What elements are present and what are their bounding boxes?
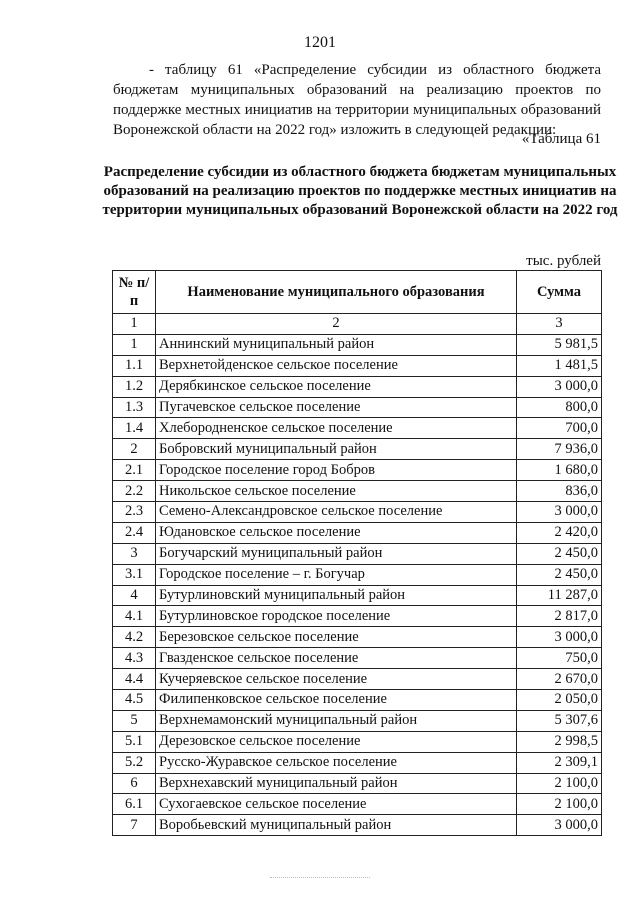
row-name: Аннинский муниципальный район — [156, 334, 517, 355]
table-row — [113, 418, 602, 439]
table-row — [113, 376, 602, 397]
table-row — [113, 564, 602, 585]
subsidy-table — [112, 270, 602, 836]
table-row — [113, 669, 602, 690]
row-sum: 11 287,0 — [517, 585, 602, 606]
row-number: 2.4 — [113, 522, 156, 543]
table-reference: «Таблица 61 — [521, 131, 601, 147]
intro-paragraph — [113, 60, 601, 140]
table-row — [113, 481, 602, 502]
row-name: Воробьевский муниципальный район — [156, 815, 517, 836]
row-sum: 2 100,0 — [517, 794, 602, 815]
units-label: тыс. рублей — [526, 253, 601, 269]
row-number: 2.2 — [113, 481, 156, 502]
row-name: Бобровский муниципальный район — [156, 439, 517, 460]
intro-text: - таблицу 61 «Распределение субсидии из областного бюджета бюджетам муниципальных образований на реализацию проектов по поддержке местных инициатив на территории муниципальных образований Воронежской области на 2022 год» изложить в следующей редакции: — [113, 62, 601, 138]
row-number: 6 — [113, 773, 156, 794]
column-index-1: 1 — [113, 314, 156, 335]
row-sum: 1 481,5 — [517, 355, 602, 376]
row-name: Гвазденское сельское поселение — [156, 648, 517, 669]
page-number: 1201 — [304, 34, 336, 51]
row-name: Дерезовское сельское поселение — [156, 731, 517, 752]
row-sum: 2 420,0 — [517, 522, 602, 543]
header-sum: Сумма — [517, 271, 602, 314]
row-number: 4.1 — [113, 606, 156, 627]
header-name: Наименование муниципального образования — [156, 271, 517, 314]
table-row — [113, 334, 602, 355]
row-name: Русско-Журавское сельское поселение — [156, 752, 517, 773]
column-index-2: 2 — [156, 314, 517, 335]
table-row — [113, 815, 602, 836]
row-number: 1.2 — [113, 376, 156, 397]
table-row — [113, 522, 602, 543]
table-header-row — [113, 271, 602, 314]
column-index-row — [113, 314, 602, 335]
row-sum: 2 670,0 — [517, 669, 602, 690]
row-number: 3 — [113, 543, 156, 564]
row-name: Городское поселение – г. Богучар — [156, 564, 517, 585]
table-row — [113, 731, 602, 752]
row-name: Семено-Александровское сельское поселение — [156, 502, 517, 523]
row-number: 4.2 — [113, 627, 156, 648]
row-name: Сухогаевское сельское поселение — [156, 794, 517, 815]
row-number: 5.2 — [113, 752, 156, 773]
row-name: Березовское сельское поселение — [156, 627, 517, 648]
row-sum: 2 309,1 — [517, 752, 602, 773]
table-row — [113, 773, 602, 794]
row-name: Бутурлиновский муниципальный район — [156, 585, 517, 606]
row-name: Филипенковское сельское поселение — [156, 690, 517, 711]
row-sum: 2 100,0 — [517, 773, 602, 794]
row-name: Хлебородненское сельское поселение — [156, 418, 517, 439]
row-number: 4.3 — [113, 648, 156, 669]
row-name: Кучеряевское сельское поселение — [156, 669, 517, 690]
row-number: 1.1 — [113, 355, 156, 376]
row-sum: 2 998,5 — [517, 731, 602, 752]
row-sum: 800,0 — [517, 397, 602, 418]
table-row — [113, 794, 602, 815]
row-sum: 3 000,0 — [517, 502, 602, 523]
row-number: 1.4 — [113, 418, 156, 439]
row-name: Юдановское сельское поселение — [156, 522, 517, 543]
row-sum: 7 936,0 — [517, 439, 602, 460]
row-sum: 5 307,6 — [517, 710, 602, 731]
row-sum: 2 817,0 — [517, 606, 602, 627]
table-row — [113, 648, 602, 669]
row-sum: 5 981,5 — [517, 334, 602, 355]
row-name: Богучарский муниципальный район — [156, 543, 517, 564]
header-number: № п/п — [113, 271, 156, 314]
table-row — [113, 752, 602, 773]
column-index-3: 3 — [517, 314, 602, 335]
row-number: 2.1 — [113, 460, 156, 481]
row-name: Никольское сельское поселение — [156, 481, 517, 502]
row-number: 4.5 — [113, 690, 156, 711]
row-sum: 700,0 — [517, 418, 602, 439]
table-row — [113, 460, 602, 481]
row-sum: 750,0 — [517, 648, 602, 669]
row-name: Дерябкинское сельское поселение — [156, 376, 517, 397]
row-sum: 2 050,0 — [517, 690, 602, 711]
table-row — [113, 627, 602, 648]
row-number: 2.3 — [113, 502, 156, 523]
table-row — [113, 397, 602, 418]
footer-divider — [270, 877, 370, 878]
table-row — [113, 690, 602, 711]
table-row — [113, 710, 602, 731]
row-number: 4 — [113, 585, 156, 606]
table-row — [113, 355, 602, 376]
row-name: Верхнехавский муниципальный район — [156, 773, 517, 794]
row-number: 6.1 — [113, 794, 156, 815]
row-number: 5 — [113, 710, 156, 731]
row-name: Бутурлиновское городское поселение — [156, 606, 517, 627]
table-row — [113, 585, 602, 606]
document-title: Распределение субсидии из областного бюджета бюджетам муниципальных образований на реализацию проектов по поддержке местных инициатив на территории муниципальных образований Воронежской области на 2022 год — [102, 164, 618, 218]
row-name: Пугачевское сельское поселение — [156, 397, 517, 418]
row-sum: 1 680,0 — [517, 460, 602, 481]
row-sum: 2 450,0 — [517, 564, 602, 585]
row-name: Верхнемамонский муниципальный район — [156, 710, 517, 731]
row-number: 4.4 — [113, 669, 156, 690]
row-name: Верхнетойденское сельское поселение — [156, 355, 517, 376]
row-sum: 3 000,0 — [517, 815, 602, 836]
row-sum: 2 450,0 — [517, 543, 602, 564]
table-row — [113, 439, 602, 460]
row-number: 3.1 — [113, 564, 156, 585]
row-name: Городское поселение город Бобров — [156, 460, 517, 481]
row-number: 2 — [113, 439, 156, 460]
table-row — [113, 502, 602, 523]
table-row — [113, 606, 602, 627]
row-number: 1.3 — [113, 397, 156, 418]
table-row — [113, 543, 602, 564]
row-number: 5.1 — [113, 731, 156, 752]
row-number: 7 — [113, 815, 156, 836]
row-number: 1 — [113, 334, 156, 355]
row-sum: 3 000,0 — [517, 627, 602, 648]
row-sum: 3 000,0 — [517, 376, 602, 397]
row-sum: 836,0 — [517, 481, 602, 502]
